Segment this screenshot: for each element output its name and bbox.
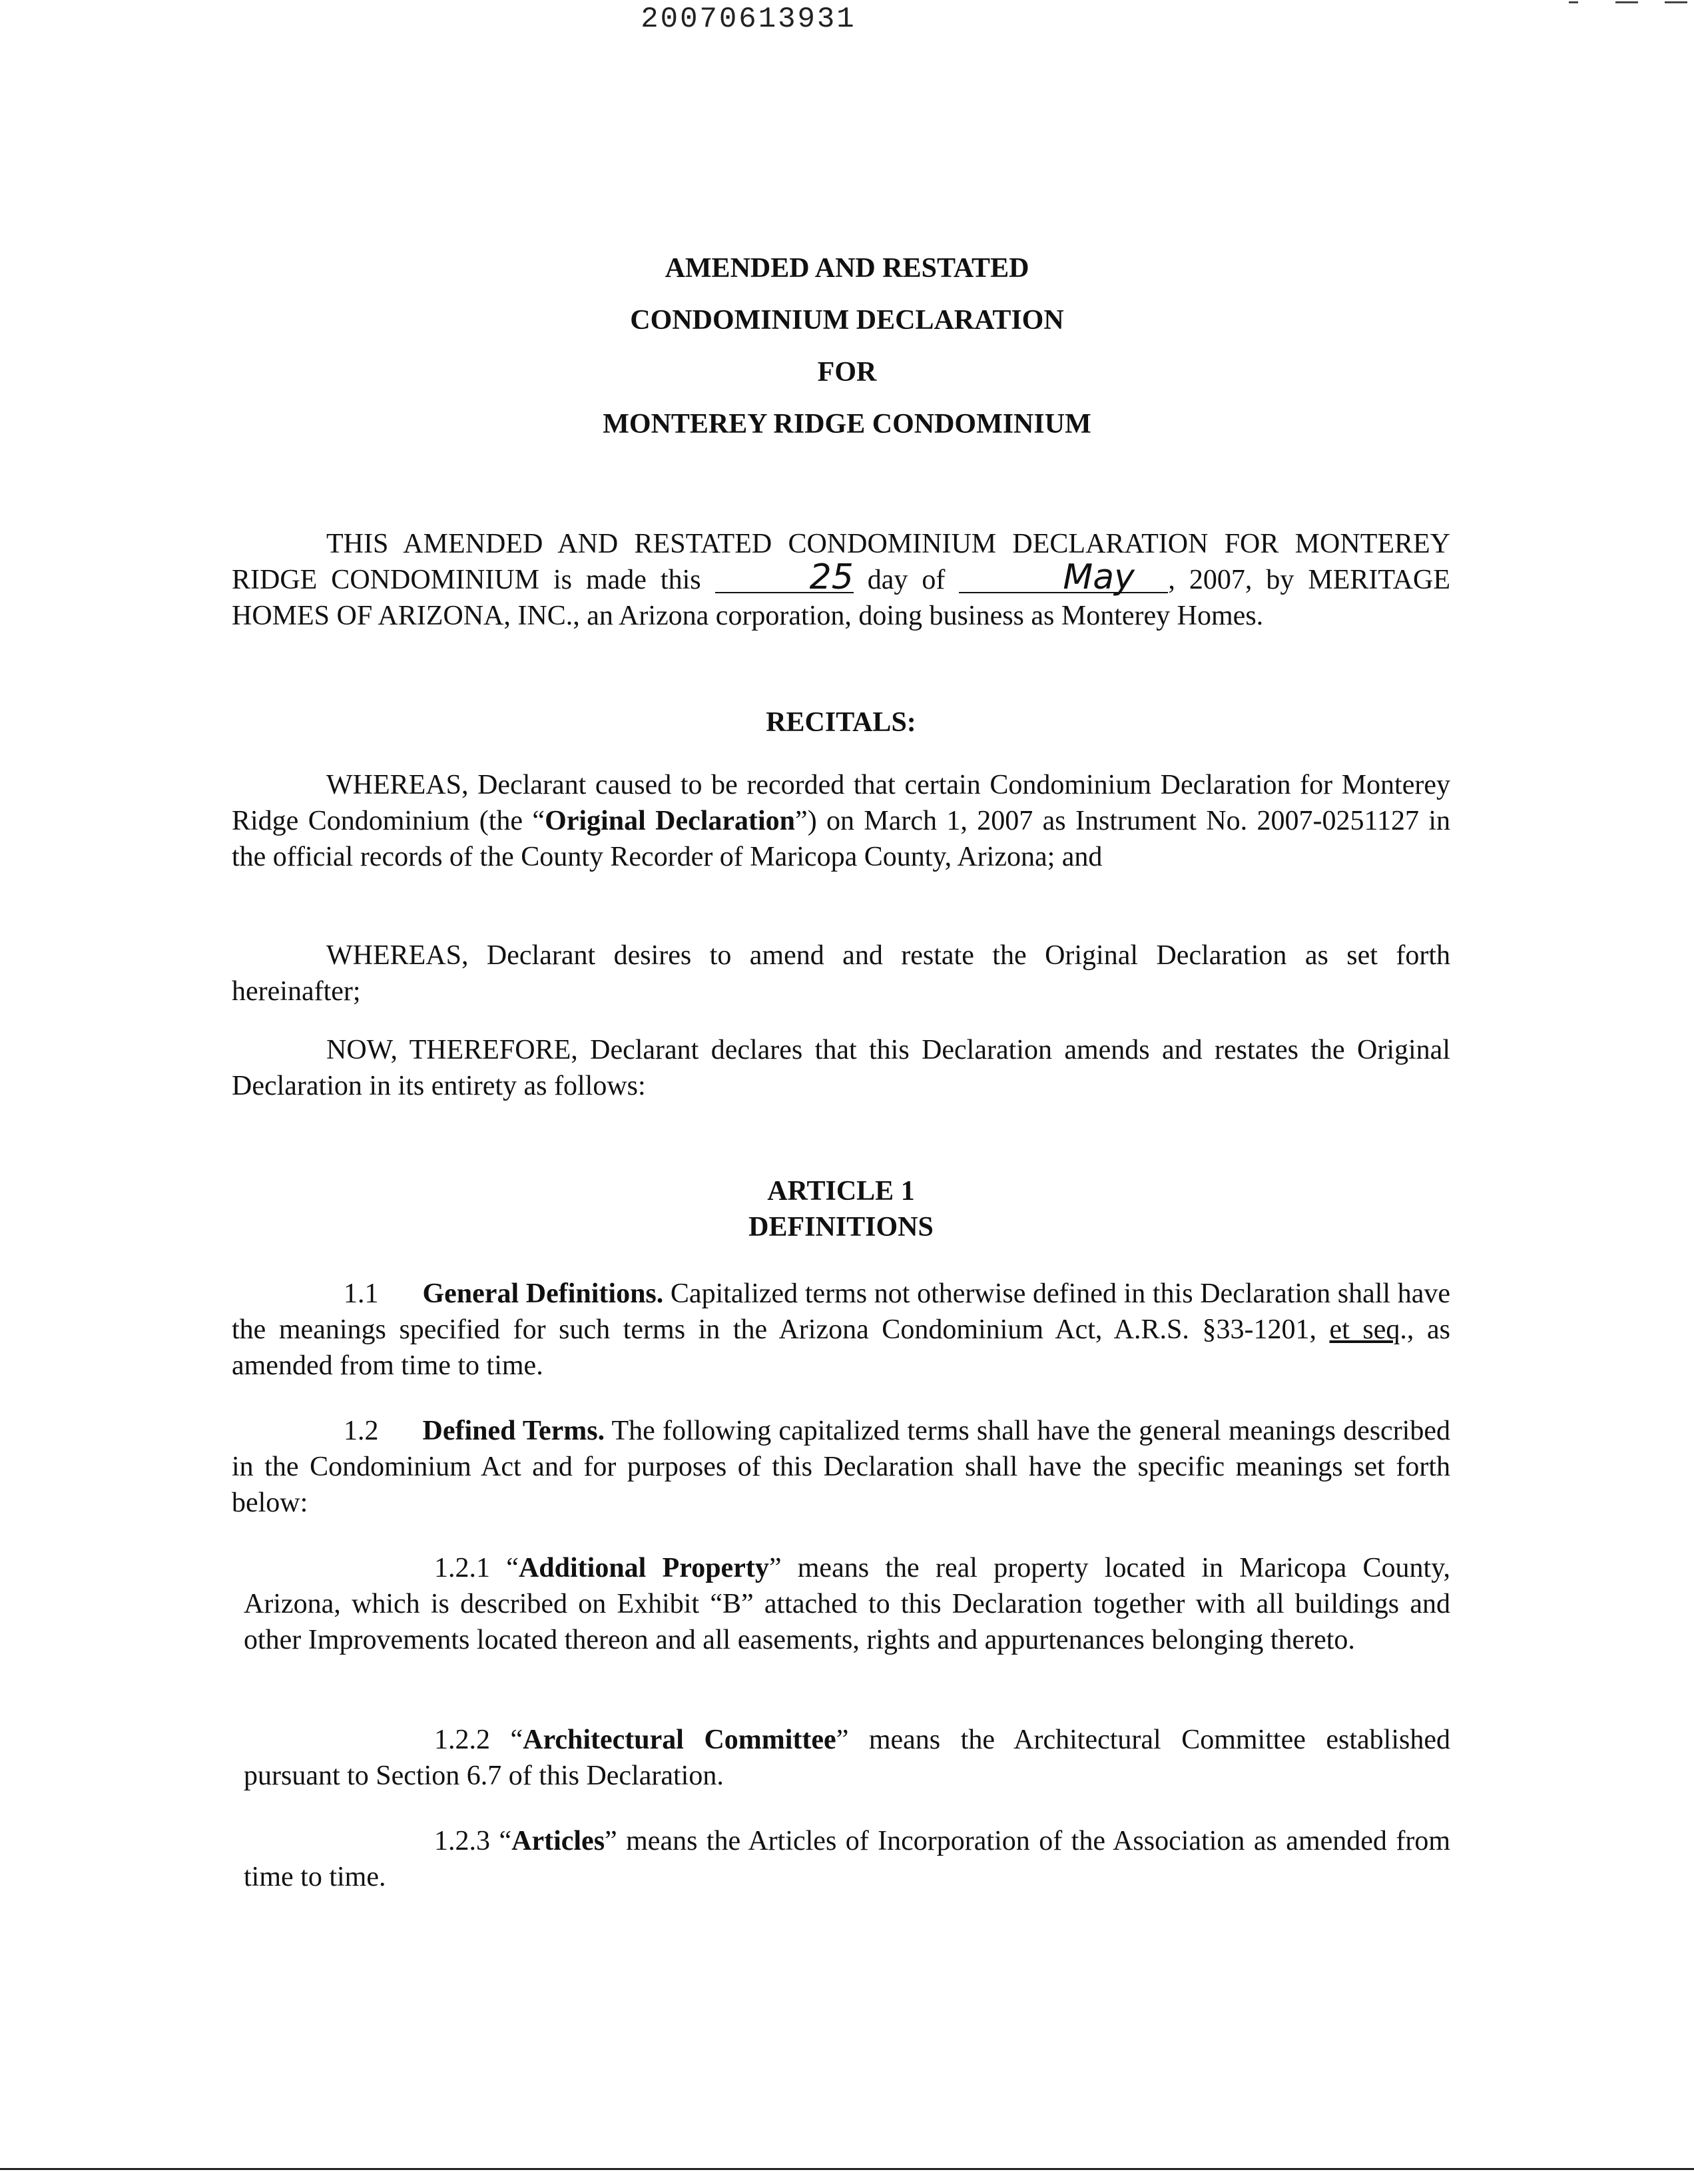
intro-text: day of <box>853 565 960 595</box>
section-text: ., as amended from time to time. <box>232 1314 1450 1381</box>
page-bottom-edge <box>0 2168 1694 2170</box>
handwritten-month: May <box>959 563 1168 593</box>
section-number: 1.1 <box>344 1278 379 1309</box>
defined-term: Additional Property <box>518 1553 769 1583</box>
article-title: DEFINITIONS <box>748 1212 934 1242</box>
section-text: ” means the Articles of Incorporation of the Association as amended from time to time. <box>244 1826 1450 1892</box>
record-number: 20070613931 <box>641 3 856 36</box>
recital-text: ”) on March 1, 2007 as Instrument No. 2007-0251127 in the official records of the County Recorder of Maricopa County, Arizona; and <box>232 806 1450 872</box>
intro-text: THIS AMENDED AND RESTATED CONDOMINIUM DECLARATION FOR MONTEREY RIDGE CONDOMINIUM is made this <box>232 529 1450 595</box>
et-seq: et seq <box>1329 1314 1400 1345</box>
quote-mark: “ <box>490 1553 519 1583</box>
section-1-2 <box>232 1413 1450 1521</box>
section-text: The following capitalized terms shall have the general meanings described in the Condominium Act and for purposes of this Declaration shall have the specific meanings set forth below: <box>232 1416 1450 1518</box>
section-number: 1.2.3 <box>434 1826 490 1856</box>
title-line-4: MONTEREY RIDGE CONDOMINIUM <box>603 409 1091 439</box>
intro-text: , 2007, by MERITAGE HOMES OF ARIZONA, INC., an Arizona corporation, doing business as Monterey Homes. <box>232 565 1450 631</box>
section-text: ” means the real property located in Maricopa County, Arizona, which is described on Exhibit “B” attached to this Declaration together with all buildings and other Improvements located thereon and all easements, rights and appurtenances belonging thereto. <box>244 1553 1450 1655</box>
section-1-2-2 <box>244 1722 1450 1794</box>
scan-mark <box>1665 1 1687 3</box>
section-number: 1.2.1 <box>434 1553 490 1583</box>
quote-mark: “ <box>490 1725 523 1755</box>
recital-2: WHEREAS, Declarant desires to amend and restate the Original Declaration as set forth hereinafter; <box>232 940 1450 1007</box>
defined-term: Articles <box>511 1826 605 1856</box>
section-number: 1.2.2 <box>434 1725 490 1755</box>
title-line-3: FOR <box>817 357 877 388</box>
defined-term: Original Declaration <box>545 806 796 836</box>
handwritten-day: 25 <box>715 563 854 593</box>
recital-3: NOW, THEREFORE, Declarant declares that this Declaration amends and restates the Original Declaration in its entirety as follows: <box>232 1035 1450 1101</box>
section-heading: Defined Terms. <box>422 1416 605 1446</box>
section-text: Capitalized terms not otherwise defined in this Declaration shall have the meanings specified for such terms in the Arizona Condominium Act, A.R.S. §33-1201, <box>232 1278 1450 1345</box>
article-number: ARTICLE 1 <box>767 1176 915 1207</box>
section-heading: General Definitions. <box>422 1278 664 1309</box>
section-1-2-3 <box>244 1823 1450 1895</box>
scan-mark <box>1569 1 1578 3</box>
recital-1 <box>232 767 1450 875</box>
title-line-2: CONDOMINIUM DECLARATION <box>630 305 1064 336</box>
title-line-1: AMENDED AND RESTATED <box>665 253 1029 284</box>
intro-paragraph <box>232 526 1450 634</box>
section-text: ” means the Architectural Committee established pursuant to Section 6.7 of this Declaration. <box>244 1725 1450 1791</box>
scan-mark <box>1615 1 1638 3</box>
defined-term: Architectural Committee <box>523 1725 836 1755</box>
quote-mark: “ <box>490 1826 512 1856</box>
section-1-1 <box>232 1276 1450 1384</box>
section-1-2-1 <box>244 1550 1450 1658</box>
recitals-heading: RECITALS: <box>766 707 916 738</box>
section-number: 1.2 <box>344 1416 379 1446</box>
article-heading <box>232 1173 1450 1245</box>
document-title <box>0 250 1694 458</box>
recital-text: WHEREAS, Declarant caused to be recorded that certain Condominium Declaration for Monterey Ridge Condominium (the “ <box>232 770 1450 836</box>
